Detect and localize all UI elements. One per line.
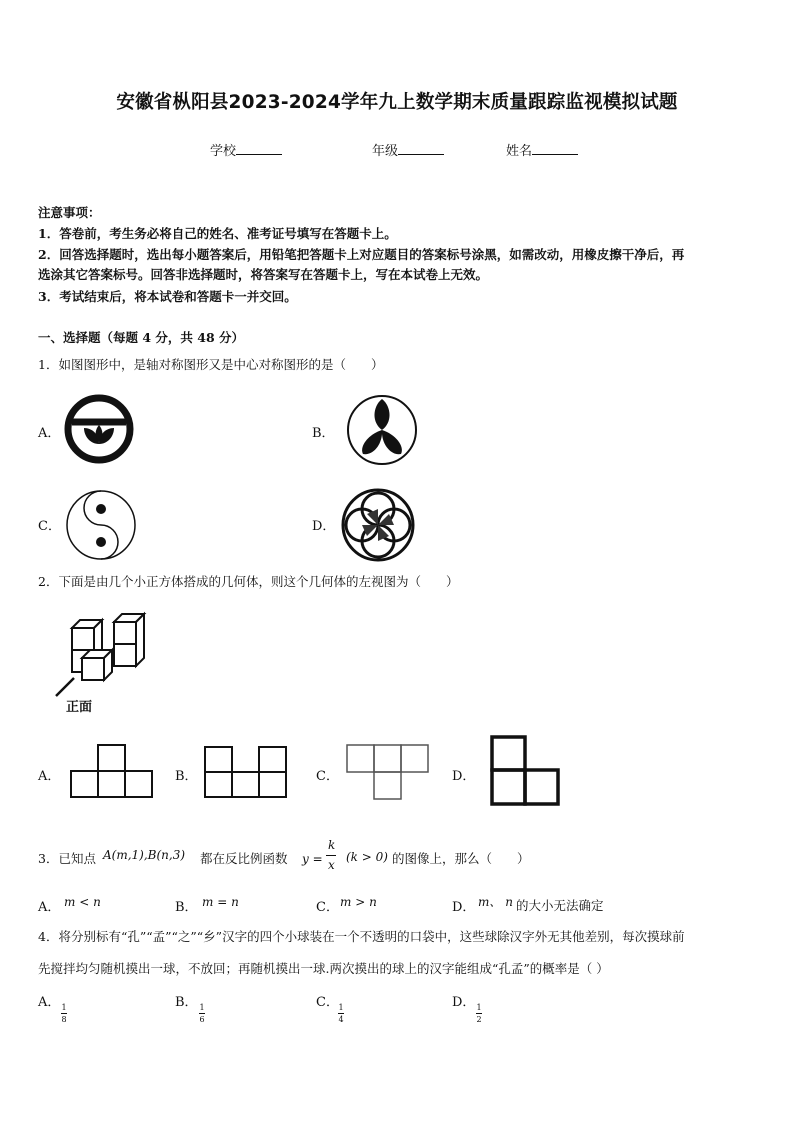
q3-option-c: m > n bbox=[340, 895, 377, 909]
yin-yang-icon bbox=[64, 488, 138, 562]
q3-option-b: m = n bbox=[202, 895, 239, 909]
question-3-stem-suffix: 的图像上，那么（ ） bbox=[392, 851, 530, 866]
q1-option-d-label[interactable]: D． bbox=[312, 519, 336, 534]
q2-option-d-label[interactable]: D． bbox=[452, 769, 476, 784]
view-c-icon bbox=[346, 744, 430, 800]
q3-func-lhs: y = bbox=[302, 852, 323, 866]
question-3-stem-prefix: 3．已知点 bbox=[38, 851, 96, 866]
question-4-line-1: 4．将分别标有“孔”“孟”“之”“乡”汉字的四个小球装在一个不透明的口袋中，这些球除汉字外无其他差别，每次摸球前 bbox=[38, 929, 685, 944]
name-field[interactable] bbox=[506, 140, 578, 159]
view-b-icon bbox=[204, 745, 288, 799]
q4-option-d-fraction: 1 2 bbox=[476, 1003, 482, 1024]
page-title: 安徽省枞阳县2023-2024学年九上数学期末质量跟踪监视模拟试题 bbox=[116, 92, 678, 113]
q2-option-a-label[interactable]: A． bbox=[38, 769, 61, 784]
name-label: 姓名 bbox=[506, 144, 533, 159]
q4-option-a-label[interactable]: A． bbox=[38, 995, 61, 1010]
question-2-stem: 2．下面是由几个小正方体搭成的几何体，则这个几何体的左视图为（ ） bbox=[38, 574, 459, 589]
cube-stack-icon bbox=[52, 608, 156, 698]
grade-label: 年级 bbox=[372, 144, 399, 159]
notice-heading: 注意事项： bbox=[38, 205, 101, 220]
q4-option-c-label[interactable]: C． bbox=[316, 995, 339, 1010]
q3-condition: (k > 0) bbox=[346, 850, 388, 864]
question-3-stem-mid: 都在反比例函数 bbox=[200, 851, 288, 866]
q4-option-b-label[interactable]: B． bbox=[175, 995, 198, 1010]
q3-points: A(m,1),B(n,3) bbox=[103, 848, 186, 862]
q4-option-c-fraction: 1 4 bbox=[338, 1003, 344, 1024]
grade-field[interactable] bbox=[372, 140, 444, 159]
q3-option-d-label[interactable]: D． bbox=[452, 900, 476, 915]
q3-option-a: m < n bbox=[64, 895, 101, 909]
q2-option-c-label[interactable]: C． bbox=[316, 769, 339, 784]
q1-option-b-label[interactable]: B． bbox=[312, 426, 335, 441]
front-label: 正面 bbox=[66, 700, 93, 715]
q3-fraction-bar bbox=[326, 855, 336, 856]
q1-option-c-label[interactable]: C． bbox=[38, 519, 61, 534]
school-label: 学校 bbox=[210, 144, 237, 159]
q3-func-num: k bbox=[328, 838, 336, 852]
emblem-icon bbox=[62, 392, 136, 466]
q4-option-b-fraction: 1 6 bbox=[199, 1003, 205, 1024]
q2-option-b-label[interactable]: B． bbox=[175, 769, 198, 784]
notice-item: 2．回答选择题时，选出每小题答案后，用铅笔把答题卡上对应题目的答案标号涂黑，如需改动，用橡皮擦干净后，再 bbox=[38, 247, 685, 262]
view-a-icon bbox=[70, 743, 154, 799]
section-heading: 一、选择题（每题 4 分，共 48 分） bbox=[38, 330, 245, 345]
notice-item: 3．考试结束后，将本试卷和答题卡一并交回。 bbox=[38, 289, 297, 304]
q4-option-d-label[interactable]: D． bbox=[452, 995, 476, 1010]
q4-option-a-fraction: 1 8 bbox=[61, 1003, 67, 1024]
q1-option-a-label[interactable]: A． bbox=[38, 426, 61, 441]
q3-option-b-label[interactable]: B． bbox=[175, 900, 198, 915]
q3-option-d-suffix: 的大小无法确定 bbox=[516, 898, 604, 913]
notice-item: 选涂其它答案标号。回答非选择题时，将答案写在答题卡上，写在本试卷上无效。 bbox=[38, 267, 489, 282]
question-4-line-2: 先搅拌均匀随机摸出一球，不放回；再随机摸出一球.两次摸出的球上的汉字能组成“孔孟”的概率是（ ） bbox=[38, 961, 609, 976]
q3-func-den: x bbox=[328, 858, 335, 872]
q3-option-d: m、 n bbox=[478, 895, 513, 909]
four-petal-icon bbox=[340, 487, 416, 563]
q3-option-c-label[interactable]: C． bbox=[316, 900, 339, 915]
three-petal-icon bbox=[343, 392, 421, 468]
notice-item: 1．答卷前，考生务必将自己的姓名、准考证号填写在答题卡上。 bbox=[38, 226, 397, 241]
school-field[interactable] bbox=[210, 140, 282, 159]
question-1-stem: 1．如图图形中，是轴对称图形又是中心对称图形的是（ ） bbox=[38, 357, 384, 372]
q3-option-a-label[interactable]: A． bbox=[38, 900, 61, 915]
view-d-icon bbox=[490, 735, 560, 807]
